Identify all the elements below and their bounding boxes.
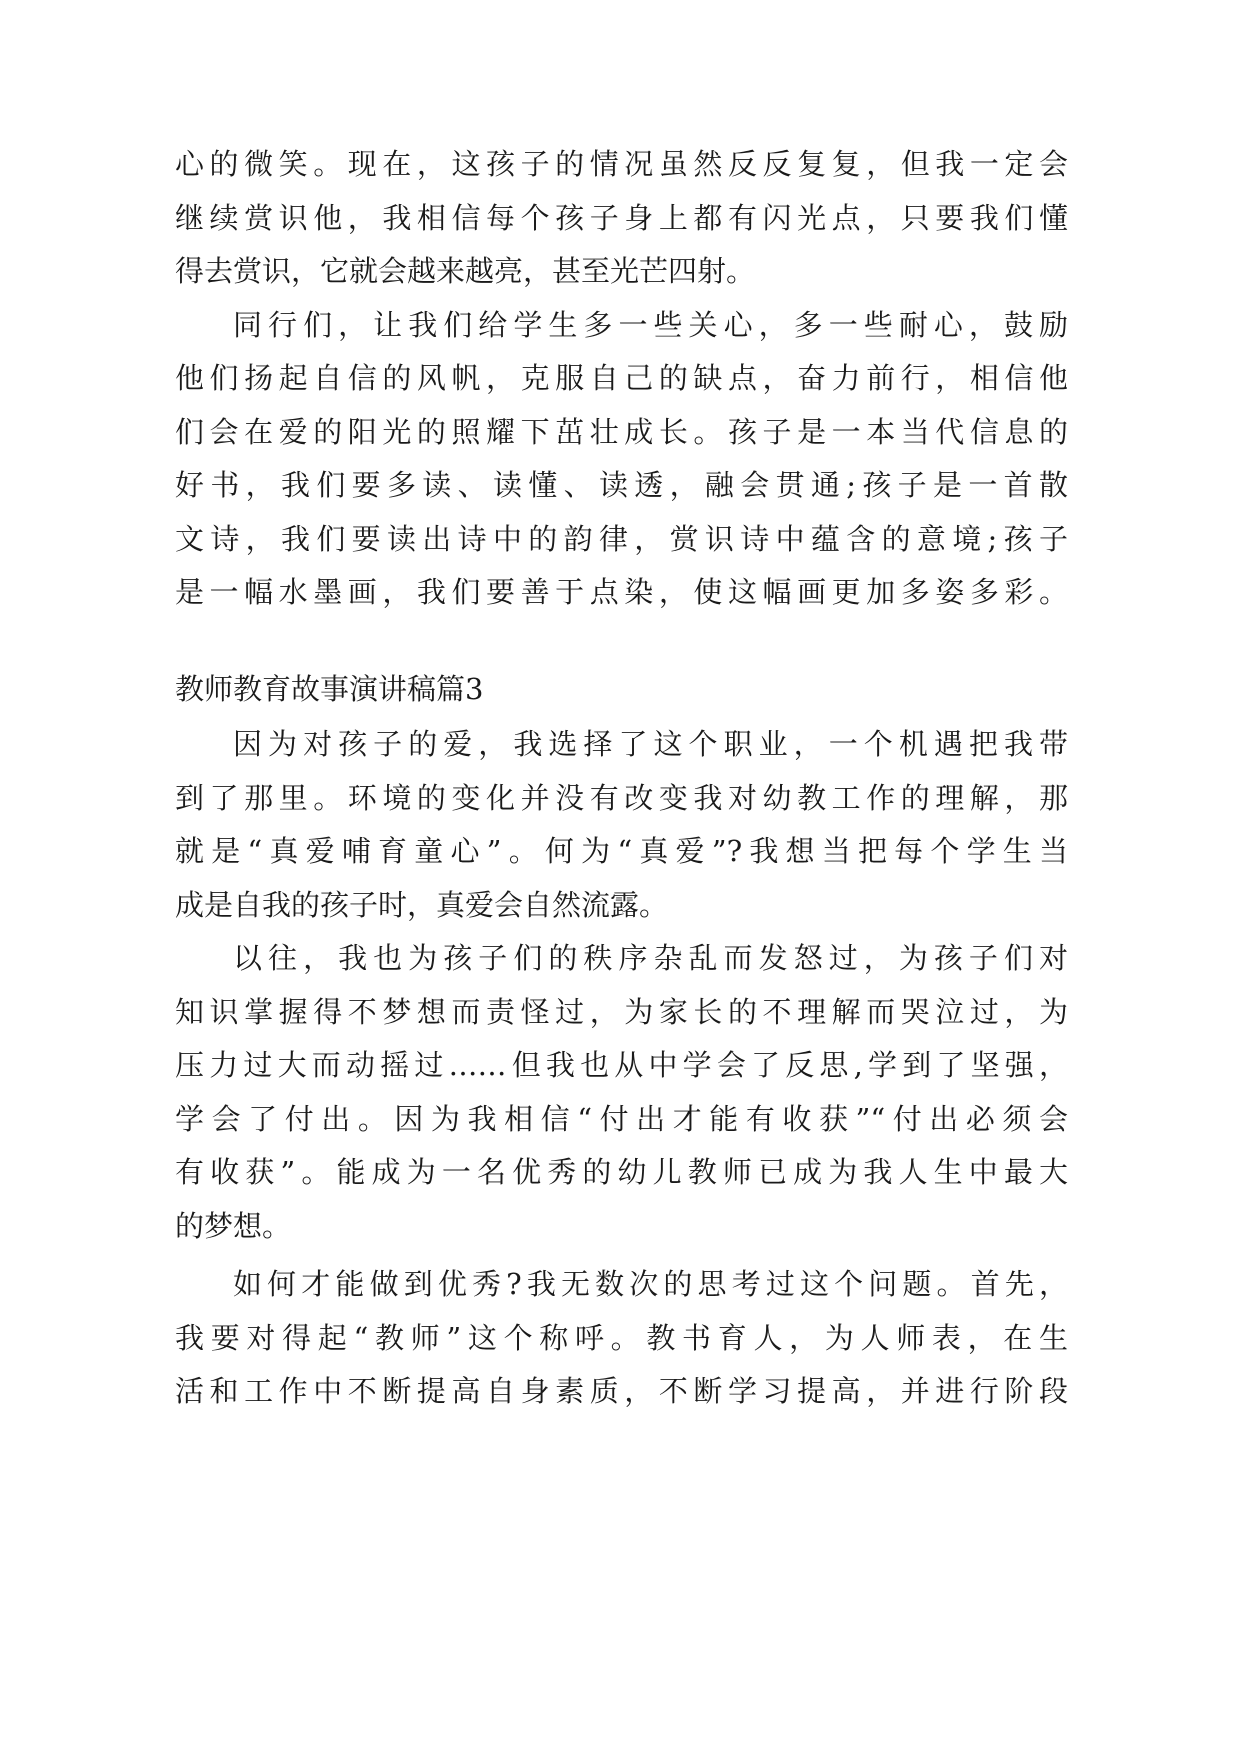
paragraph (175, 932, 1068, 1253)
text-line: 知识掌握得不梦想而责怪过，为家长的不理解而哭泣过，为 (175, 994, 1068, 1029)
paragraph (175, 718, 1068, 932)
text-line: 压力过大而动摇过……但我也从中学会了反思,学到了坚强， (175, 1048, 1068, 1082)
text-line: 他们扬起自信的风帆，克服自己的缺点，奋力前行，相信他 (175, 361, 1068, 395)
speech-section-3-continued (175, 1258, 1068, 1419)
text-line: 我要对得起“教师”这个称呼。教书育人，为人师表，在生 (175, 1320, 1068, 1355)
text-line: 是一幅水墨画，我们要善于点染，使这幅画更加多姿多彩。 (175, 575, 1068, 609)
text-line: 好书，我们要多读、读懂、读透，融会贯通;孩子是一首散 (175, 468, 1068, 502)
text-line: 活和工作中不断提高自身素质，不断学习提高，并进行阶段 (175, 1374, 1068, 1408)
section-heading-block (175, 663, 1068, 717)
text-line: 心的微笑。现在，这孩子的情况虽然反反复复，但我一定会 (175, 147, 1068, 181)
text-line: 学会了付出。因为我相信“付出才能有收获”“付出必须会 (175, 1101, 1068, 1136)
text-line: 到了那里。环境的变化并没有改变我对幼教工作的理解，那 (175, 780, 1068, 815)
text-line: 因为对孩子的爱，我选择了这个职业，一个机遇把我带 (233, 727, 1068, 761)
text-line: 成是自我的孩子时，真爱会自然流露。 (175, 887, 669, 922)
text-line: 得去赏识，它就会越来越亮，甚至光芒四射。 (175, 254, 756, 288)
text-line: 们会在爱的阳光的照耀下茁壮成长。孩子是一本当代信息的 (175, 414, 1068, 449)
paragraph (175, 138, 1068, 299)
speech-section-3 (175, 718, 1068, 1253)
text-line: 以往，我也为孩子们的秩序杂乱而发怒过，为孩子们对 (233, 941, 1068, 975)
text-line: 文诗，我们要读出诗中的韵律，赏识诗中蕴含的意境;孩子 (175, 521, 1068, 556)
paragraph (175, 299, 1068, 620)
text-line: 的梦想。 (175, 1208, 292, 1243)
text-line: 就是“真爱哺育童心”。何为“真爱”?我想当把每个学生当 (175, 834, 1068, 868)
text-line: 有收获”。能成为一名优秀的幼儿教师已成为我人生中最大 (175, 1155, 1068, 1189)
text-line: 如何才能做到优秀?我无数次的思考过这个问题。首先， (233, 1267, 1068, 1301)
text-line: 继续赏识他，我相信每个孩子身上都有闪光点，只要我们懂 (175, 200, 1068, 235)
speech-continuation (175, 138, 1068, 620)
text-line: 同行们，让我们给学生多一些关心，多一些耐心，鼓励 (233, 307, 1068, 342)
section-heading: 教师教育故事演讲稿篇3 (175, 672, 484, 706)
paragraph (175, 1258, 1068, 1419)
